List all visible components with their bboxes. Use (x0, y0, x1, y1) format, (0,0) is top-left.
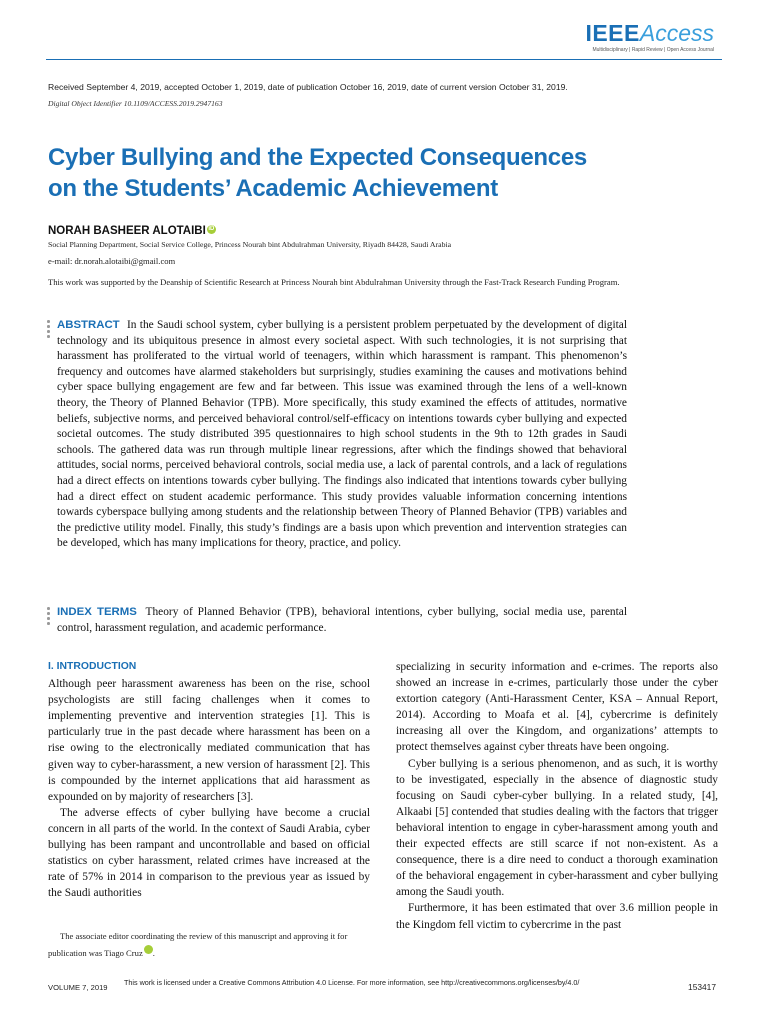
index-terms-dots-icon (47, 607, 51, 627)
paragraph: Cyber bullying is a serious phenomenon, and as such, it is worthy to be investigated, especially in the absence of diagnostic study focusing on Saudi cyber-cyber bullying. In a related study, [4], Alkaabi [5] contended that studies dealing with the factors that trigger behavioral intention to engage in cyber-harassment among youth and their expected effects are still scarce if not non-existent. As a consequence, there is a dire need to conduct a thorough examination of the behavioral engagement in cyber-harassment and cyber bullying among the Saudi youth. (396, 757, 718, 899)
orcid-icon[interactable]: iD (208, 226, 215, 232)
header-rule (46, 59, 722, 60)
paragraph: Although peer harassment awareness has been on the rise, school psychologists are still facing challenges when it comes to implementing preventive and intervention strategies [1]. This is particularly true in the past decade where harassment has been on a rise owing to the electronically mediated communication that has given way to cyber-harassment, a new version of harassment [2]. This is compounded by the internet applications that aid harassment as expounded on by majority of researchers [3]. (48, 678, 370, 803)
body-column-right (396, 659, 718, 933)
abstract (57, 318, 627, 552)
author-affiliation: Social Planning Department, Social Service College, Princess Nourah bint Abdulrahman University, Riyadh 84428, Saudi Arabia (48, 240, 452, 249)
logo-tagline: Multidisciplinary | Rapid Review | Open Access Journal (592, 47, 714, 53)
logo-access: Access (639, 20, 714, 46)
abstract-label: ABSTRACT (57, 319, 120, 331)
paper-title (48, 142, 668, 204)
title-line-2: on the Students’ Academic Achievement (48, 175, 498, 202)
index-terms (57, 605, 627, 636)
paragraph: specializing in security information and e-crimes. The reports also showed an increase in e-crimes, particularly those under the cyber extortion category (Anti-Harassment Center, KSA – Annual Report, 2014). According to Moafa et al. [4], cybercrime is definitely increasing all over the Kingdom, and organizations’ attempts to protect themselves against cyber threats have been ongoing. (396, 661, 718, 754)
footnote-text: The associate editor coordinating the review of this manuscript and approving it for publication was Tiago Cruz (48, 931, 348, 958)
author-name: NORAH BASHEER ALOTAIBI (48, 225, 206, 237)
index-terms-text: Theory of Planned Behavior (TPB), behavioral intentions, cyber bullying, social media use, parental control, harassment regulation, and academic performance. (57, 606, 627, 634)
body-column-left (48, 659, 370, 901)
logo-ieee: IEEE (585, 20, 640, 46)
journal-logo (585, 20, 714, 53)
footer-license[interactable]: This work is licensed under a Creative Commons Attribution 4.0 License. For more information, see http://creativecommons.org/licenses/by/4.0/ (124, 978, 580, 987)
funding-note: This work was supported by the Deanship of Scientific Research at Princess Nourah bint Abdulrahman University through the Fast-Track Research Funding Program. (48, 277, 620, 287)
author-block (48, 225, 216, 237)
orcid-icon[interactable]: iD (144, 945, 153, 954)
paragraph: The adverse effects of cyber bullying have become a crucial concern in all parts of the world. In the context of Saudi Arabia, cyber bullying has been rampant and uncontrollable and based on official statistics on cyber harassment, related crimes have increased at the rate of 57% in 2014 in comparison to the previous year as issued by the Saudi authorities (48, 806, 370, 900)
paragraph: Furthermore, it has been estimated that over 3.6 million people in the Kingdom fell victim to cybercrime in the past (396, 902, 718, 931)
editor-footnote: The associate editor coordinating the review of this manuscript and approving it for publication was Tiago Cruz iD. (48, 931, 348, 958)
footer-volume: VOLUME 7, 2019 (48, 983, 108, 992)
index-terms-label: INDEX TERMS (57, 606, 137, 618)
author-email: e-mail: dr.norah.alotaibi@gmail.com (48, 256, 176, 266)
abstract-dots-icon (47, 320, 51, 340)
abstract-text: In the Saudi school system, cyber bullying is a persistent problem perpetuated by the development of digital technology and its ubiquitous presence in almost every societal aspect. With such technologies, it is not surprising that harassment has proliferated to the virtual world of teenagers, within which harassment is rampant. This phenomenon’s frequency and outcomes have alarmed stakeholders but surprisingly, studies examining the causes and motivations behind cyber space bullying engagement are few and far between. This issue was examined through the lens of a well-known theory, the Theory of Planned Behavior (TPB). More specifically, this study examined the effects of attitudes, normative beliefs, subjective norms, and perceived behavioral control/self-efficacy on intentions towards cyber bullying and expected societal outcomes. The study distributed 395 questionnaires to high school students in the 9th to 12th grades in Saudi schools. The gathered data was run through multiple linear regressions, after which the findings showed that behavioral attitudes, social norms, perceived behavioral controls, social media use, a lack of parental controls, and a lack of regulations had a direct effects on intentions towards cyber bullying. The findings also indicated that intentions towards cyber bullying had a direct effect on student academic performance. This study provides valuable information concerning intentions towards cyberspace bullying among students and the relationship between Theory of Planned Behavior (TPB) variables and the predictive utility model. Finally, this study’s findings are a basis upon which prevention and intervention strategies can be developed, which has many implications for theory, practice, and policy. (57, 319, 627, 550)
section-heading-introduction: I. INTRODUCTION (48, 661, 137, 672)
doi: Digital Object Identifier 10.1109/ACCESS.2019.2947163 (48, 99, 223, 108)
title-line-1: Cyber Bullying and the Expected Consequences (48, 144, 587, 171)
received-dates: Received September 4, 2019, accepted October 1, 2019, date of publication October 16, 2019, date of current version October 31, 2019. (48, 82, 568, 92)
footer-page-number: 153417 (688, 982, 716, 992)
